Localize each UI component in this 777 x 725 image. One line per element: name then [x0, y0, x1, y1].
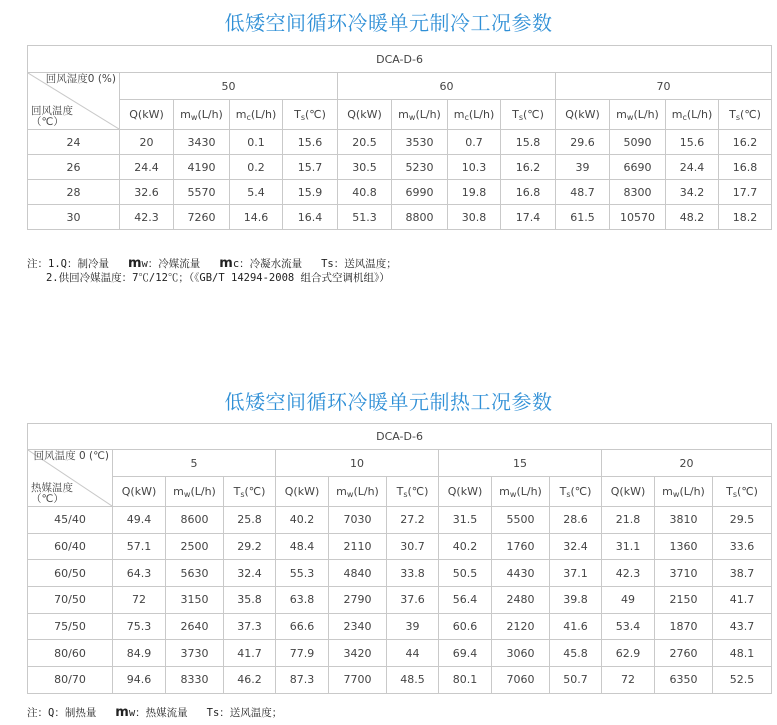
heating-data-cell: 33.8	[387, 560, 439, 587]
cooling-column-unit: (kW)	[355, 107, 382, 121]
heating-row-label: 45/40	[28, 507, 113, 534]
cooling-data-cell: 0.7	[448, 130, 501, 155]
heating-data-cell: 35.8	[224, 587, 276, 614]
heating-data-cell: 21.8	[602, 507, 655, 534]
heating-data-cell: 8600	[166, 507, 224, 534]
cooling-data-cell: 0.2	[230, 155, 283, 180]
heating-column-unit: (L/h)	[353, 484, 379, 498]
cooling-data-cell: 30.5	[338, 155, 392, 180]
table-row	[28, 205, 772, 230]
heating-column-symbol: Q	[447, 484, 457, 498]
heating-data-cell: 43.7	[713, 613, 772, 640]
cooling-column-unit: (℃)	[740, 107, 761, 121]
cooling-column-symbol: T	[294, 107, 301, 121]
heating-column-symbol: m	[499, 484, 510, 498]
cooling-column-header	[392, 100, 448, 130]
heating-data-cell: 7700	[329, 667, 387, 694]
cooling-data-cell: 16.4	[283, 205, 338, 230]
heating-column-unit: (L/h)	[190, 484, 216, 498]
heating-column-subscript: s	[240, 489, 245, 499]
cooling-data-cell: 29.6	[556, 130, 610, 155]
heating-data-cell: 2640	[166, 613, 224, 640]
cooling-data-cell: 40.8	[338, 180, 392, 205]
heating-data-cell: 50.7	[550, 667, 602, 694]
table-row	[28, 533, 772, 560]
cooling-row-label: 26	[28, 155, 120, 180]
cooling-data-cell: 34.2	[666, 180, 719, 205]
heating-data-cell: 41.7	[713, 587, 772, 614]
cooling-data-cell: 6990	[392, 180, 448, 205]
table-row	[28, 180, 772, 205]
heating-group-header: 5	[113, 450, 276, 477]
cooling-data-cell: 10570	[610, 205, 666, 230]
cooling-corner-cell	[28, 73, 120, 130]
heating-data-cell: 2480	[492, 587, 550, 614]
heating-data-cell: 31.1	[602, 533, 655, 560]
cooling-data-cell: 15.9	[283, 180, 338, 205]
cooling-data-cell: 15.6	[666, 130, 719, 155]
heating-data-cell: 37.3	[224, 613, 276, 640]
cooling-column-symbol: m	[453, 107, 465, 121]
heating-data-cell: 31.5	[439, 507, 492, 534]
cooling-note-mc: c：冷凝水流量 Ts：送风温度；	[232, 258, 397, 270]
heating-data-cell: 46.2	[224, 667, 276, 694]
cooling-column-subscript: c	[682, 112, 687, 122]
cooling-column-header	[556, 100, 610, 130]
heating-data-cell: 2790	[329, 587, 387, 614]
heating-data-cell: 62.9	[602, 640, 655, 667]
cooling-column-header	[174, 100, 230, 130]
cooling-data-cell: 16.2	[501, 155, 556, 180]
cooling-data-cell: 4190	[174, 155, 230, 180]
cooling-data-cell: 15.8	[501, 130, 556, 155]
cooling-column-symbol: m	[671, 107, 683, 121]
cooling-column-header	[666, 100, 719, 130]
cooling-data-cell: 16.8	[501, 180, 556, 205]
cooling-column-unit: (L/h)	[415, 107, 441, 121]
heating-data-cell: 8330	[166, 667, 224, 694]
cooling-column-unit: (L/h)	[250, 107, 277, 121]
cooling-data-cell: 5570	[174, 180, 230, 205]
cooling-column-symbol: m	[616, 107, 627, 121]
cooling-data-cell: 48.2	[666, 205, 719, 230]
cooling-column-symbol: T	[512, 107, 519, 121]
heating-data-cell: 39	[387, 613, 439, 640]
heating-data-cell: 2120	[492, 613, 550, 640]
heating-column-symbol: T	[726, 484, 733, 498]
table-row	[28, 587, 772, 614]
heating-note-prefix: 注：Q：制热量	[27, 707, 116, 719]
heating-data-cell: 30.7	[387, 533, 439, 560]
cooling-data-cell: 15.6	[283, 130, 338, 155]
heating-data-cell: 40.2	[276, 507, 329, 534]
heating-data-cell: 37.1	[550, 560, 602, 587]
heating-data-cell: 48.4	[276, 533, 329, 560]
cooling-data-cell: 18.2	[719, 205, 772, 230]
heating-data-cell: 3710	[655, 560, 713, 587]
cooling-column-header	[120, 100, 174, 130]
heating-data-cell: 5630	[166, 560, 224, 587]
cooling-note-mc-symbol: m	[219, 256, 233, 271]
heating-data-cell: 69.4	[439, 640, 492, 667]
cooling-group-header: 50	[120, 73, 338, 100]
heating-data-cell: 3060	[492, 640, 550, 667]
cooling-data-cell: 14.6	[230, 205, 283, 230]
cooling-column-subscript: c	[464, 112, 469, 122]
heating-data-cell: 87.3	[276, 667, 329, 694]
cooling-data-cell: 8800	[392, 205, 448, 230]
cooling-data-cell: 24.4	[666, 155, 719, 180]
heating-group-header: 20	[602, 450, 772, 477]
heating-title: 低矮空间循环冷暖单元制热工况参数	[224, 390, 553, 414]
cooling-data-cell: 48.7	[556, 180, 610, 205]
cooling-row-label: 28	[28, 180, 120, 205]
heating-data-cell: 2150	[655, 587, 713, 614]
heating-data-cell: 77.9	[276, 640, 329, 667]
heating-data-cell: 4430	[492, 560, 550, 587]
cooling-column-symbol: Q	[129, 107, 138, 121]
cooling-data-cell: 16.8	[719, 155, 772, 180]
cooling-group-header: 70	[556, 73, 772, 100]
cooling-data-cell: 24.4	[120, 155, 174, 180]
cooling-column-subscript: s	[518, 112, 523, 122]
cooling-column-unit: (kW)	[137, 107, 164, 121]
cooling-data-cell: 39	[556, 155, 610, 180]
heating-column-header	[602, 477, 655, 507]
cooling-column-header	[283, 100, 338, 130]
heating-data-cell: 39.8	[550, 587, 602, 614]
cooling-data-cell: 51.3	[338, 205, 392, 230]
cooling-title: 低矮空间循环冷暖单元制冷工况参数	[224, 11, 553, 35]
cooling-data-cell: 17.4	[501, 205, 556, 230]
cooling-column-subscript: w	[190, 112, 198, 122]
heating-subheader-row	[28, 477, 772, 507]
cooling-column-unit: (L/h)	[197, 107, 223, 121]
cooling-column-header	[610, 100, 666, 130]
heating-data-cell: 3150	[166, 587, 224, 614]
heating-data-cell: 56.4	[439, 587, 492, 614]
heating-column-subscript: w	[509, 489, 517, 499]
cooling-data-cell: 5.4	[230, 180, 283, 205]
heating-data-cell: 49	[602, 587, 655, 614]
cooling-column-symbol: Q	[565, 107, 574, 121]
heating-column-unit: (kW)	[130, 484, 157, 498]
table-row	[28, 507, 772, 534]
heating-row-label: 75/50	[28, 613, 113, 640]
cooling-row-label: 30	[28, 205, 120, 230]
heating-data-cell: 64.3	[113, 560, 166, 587]
heating-data-cell: 60.6	[439, 613, 492, 640]
heating-column-header	[224, 477, 276, 507]
heating-data-cell: 37.6	[387, 587, 439, 614]
heating-data-cell: 48.1	[713, 640, 772, 667]
heating-data-cell: 2760	[655, 640, 713, 667]
heating-data-cell: 55.3	[276, 560, 329, 587]
heating-data-cell: 41.7	[224, 640, 276, 667]
cooling-column-unit: (L/h)	[468, 107, 495, 121]
cooling-column-subscript: c	[246, 112, 251, 122]
cooling-column-symbol: m	[398, 107, 409, 121]
heating-row-label: 60/50	[28, 560, 113, 587]
cooling-notes	[27, 257, 397, 285]
heating-data-cell: 1870	[655, 613, 713, 640]
heating-data-cell: 57.1	[113, 533, 166, 560]
cooling-corner-top-label: 回风湿度0 (%)	[45, 73, 116, 85]
heating-column-header	[713, 477, 772, 507]
cooling-column-subscript: s	[300, 112, 305, 122]
heating-column-symbol: Q	[284, 484, 294, 498]
heating-column-subscript: s	[403, 489, 408, 499]
heating-data-cell: 38.7	[713, 560, 772, 587]
heating-params-table	[27, 423, 772, 694]
cooling-note-mw: w：冷媒流量	[141, 258, 220, 270]
heating-data-cell: 5500	[492, 507, 550, 534]
cooling-group-row	[28, 73, 772, 100]
heating-data-cell: 6350	[655, 667, 713, 694]
heating-column-header	[387, 477, 439, 507]
heating-column-unit: (℃)	[570, 484, 592, 498]
heating-row-label: 60/40	[28, 533, 113, 560]
heating-data-cell: 50.5	[439, 560, 492, 587]
cooling-data-cell: 6690	[610, 155, 666, 180]
cooling-column-subscript: s	[735, 112, 741, 122]
cooling-column-header	[448, 100, 501, 130]
heating-data-cell: 27.2	[387, 507, 439, 534]
cooling-data-cell: 17.7	[719, 180, 772, 205]
heating-data-cell: 42.3	[602, 560, 655, 587]
heating-column-unit: (℃)	[244, 484, 266, 498]
table-row	[28, 155, 772, 180]
cooling-column-symbol: T	[729, 107, 736, 121]
heating-data-cell: 3420	[329, 640, 387, 667]
heating-data-cell: 1760	[492, 533, 550, 560]
heating-column-header	[276, 477, 329, 507]
cooling-data-cell: 19.8	[448, 180, 501, 205]
cooling-column-unit: (kW)	[573, 107, 600, 121]
heating-column-unit: (kW)	[293, 484, 320, 498]
heating-data-cell: 45.8	[550, 640, 602, 667]
cooling-data-cell: 7260	[174, 205, 230, 230]
heating-column-header	[166, 477, 224, 507]
heating-data-cell: 52.5	[713, 667, 772, 694]
heating-column-symbol: Q	[121, 484, 131, 498]
cooling-note-line2: 2.供回冷媒温度：7℃/12℃；（《GB/T 14294-2008 组合式空调机组》）	[27, 272, 390, 284]
cooling-data-cell: 3530	[392, 130, 448, 155]
heating-row-label: 80/60	[28, 640, 113, 667]
heating-corner-bottom-label: 热媒温度（℃）	[31, 482, 73, 505]
table-row	[28, 667, 772, 694]
heating-column-subscript: w	[672, 489, 680, 499]
heating-data-cell: 33.6	[713, 533, 772, 560]
heating-column-symbol: T	[233, 484, 241, 498]
heating-data-cell: 94.6	[113, 667, 166, 694]
cooling-data-cell: 10.3	[448, 155, 501, 180]
cooling-corner-bottom-label: 回风温度（℃）	[31, 105, 73, 128]
cooling-column-header	[501, 100, 556, 130]
heating-column-unit: (L/h)	[516, 484, 542, 498]
cooling-data-cell: 30.8	[448, 205, 501, 230]
heating-data-cell: 29.2	[224, 533, 276, 560]
cooling-column-unit: (L/h)	[686, 107, 713, 121]
heating-data-cell: 7060	[492, 667, 550, 694]
cooling-note-prefix: 注：1.Q：制冷量	[27, 258, 128, 270]
heating-data-cell: 1360	[655, 533, 713, 560]
cooling-column-header	[230, 100, 283, 130]
heating-row-label: 80/70	[28, 667, 113, 694]
cooling-column-subscript: w	[408, 112, 416, 122]
heating-data-cell: 66.6	[276, 613, 329, 640]
table-row	[28, 560, 772, 587]
heating-column-subscript: s	[566, 489, 571, 499]
heating-column-header	[439, 477, 492, 507]
heating-data-cell: 63.8	[276, 587, 329, 614]
heating-group-header: 10	[276, 450, 439, 477]
cooling-data-cell: 8300	[610, 180, 666, 205]
cooling-column-header	[719, 100, 772, 130]
cooling-row-label: 24	[28, 130, 120, 155]
heating-data-cell: 3730	[166, 640, 224, 667]
heating-data-cell: 49.4	[113, 507, 166, 534]
heating-data-cell: 2500	[166, 533, 224, 560]
heating-data-cell: 53.4	[602, 613, 655, 640]
heating-column-symbol: T	[396, 484, 404, 498]
cooling-data-cell: 32.6	[120, 180, 174, 205]
table-row	[28, 640, 772, 667]
heating-data-cell: 7030	[329, 507, 387, 534]
cooling-column-unit: (L/h)	[633, 107, 659, 121]
heating-data-cell: 4840	[329, 560, 387, 587]
cooling-group-header: 60	[338, 73, 556, 100]
heating-column-unit: (kW)	[456, 484, 483, 498]
cooling-column-header	[338, 100, 392, 130]
heating-column-symbol: T	[559, 484, 567, 498]
heating-column-symbol: Q	[610, 484, 620, 498]
heating-column-header	[492, 477, 550, 507]
heating-column-subscript: s	[732, 489, 738, 499]
cooling-column-symbol: m	[235, 107, 247, 121]
heating-data-cell: 72	[113, 587, 166, 614]
heating-group-row	[28, 450, 772, 477]
heating-data-cell: 84.9	[113, 640, 166, 667]
cooling-column-symbol: m	[180, 107, 191, 121]
cooling-subheader-row	[28, 100, 772, 130]
cooling-data-cell: 61.5	[556, 205, 610, 230]
cooling-model-row	[28, 46, 772, 73]
heating-data-cell: 72	[602, 667, 655, 694]
heating-column-header	[329, 477, 387, 507]
table-row	[28, 613, 772, 640]
cooling-data-cell: 5090	[610, 130, 666, 155]
heating-note-mw: w：热媒流量 Ts：送风温度；	[128, 707, 283, 719]
cooling-note-mw-symbol: m	[127, 256, 142, 271]
heating-column-symbol: m	[662, 484, 673, 498]
heating-column-header	[655, 477, 713, 507]
cooling-column-unit: (℃)	[304, 107, 326, 121]
heating-column-symbol: m	[173, 484, 184, 498]
cooling-data-cell: 5230	[392, 155, 448, 180]
heating-group-header: 15	[439, 450, 602, 477]
heating-data-cell: 80.1	[439, 667, 492, 694]
cooling-data-cell: 20	[120, 130, 174, 155]
heating-column-unit: (℃)	[737, 484, 758, 498]
cooling-data-cell: 16.2	[719, 130, 772, 155]
cooling-model-name: DCA-D-6	[28, 46, 772, 73]
heating-corner-top-label: 回风温度 0 (℃)	[33, 450, 109, 462]
heating-data-cell: 32.4	[550, 533, 602, 560]
heating-data-cell: 29.5	[713, 507, 772, 534]
heating-data-cell: 28.6	[550, 507, 602, 534]
heating-column-unit: (℃)	[407, 484, 429, 498]
heating-data-cell: 2340	[329, 613, 387, 640]
cooling-column-symbol: Q	[347, 107, 356, 121]
heating-data-cell: 2110	[329, 533, 387, 560]
cooling-data-cell: 15.7	[283, 155, 338, 180]
heating-data-cell: 40.2	[439, 533, 492, 560]
heating-column-unit: (kW)	[619, 484, 646, 498]
table-row	[28, 130, 772, 155]
heating-note-mw-symbol: m	[115, 705, 129, 720]
heating-data-cell: 75.3	[113, 613, 166, 640]
heating-row-label: 70/50	[28, 587, 113, 614]
heating-column-header	[113, 477, 166, 507]
heating-data-cell: 41.6	[550, 613, 602, 640]
cooling-column-unit: (℃)	[522, 107, 544, 121]
heating-column-unit: (L/h)	[679, 484, 705, 498]
heating-data-cell: 32.4	[224, 560, 276, 587]
heating-data-cell: 48.5	[387, 667, 439, 694]
heating-column-header	[550, 477, 602, 507]
cooling-data-cell: 0.1	[230, 130, 283, 155]
heating-data-cell: 25.8	[224, 507, 276, 534]
heating-corner-cell	[28, 450, 113, 507]
cooling-data-cell: 20.5	[338, 130, 392, 155]
cooling-params-table	[27, 45, 772, 230]
heating-notes	[27, 706, 282, 720]
heating-data-cell: 44	[387, 640, 439, 667]
heating-model-name: DCA-D-6	[28, 424, 772, 450]
cooling-data-cell: 42.3	[120, 205, 174, 230]
heating-model-row	[28, 424, 772, 450]
heating-column-subscript: w	[346, 489, 354, 499]
cooling-data-cell: 3430	[174, 130, 230, 155]
heating-column-subscript: w	[183, 489, 191, 499]
cooling-column-subscript: w	[626, 112, 634, 122]
heating-data-cell: 3810	[655, 507, 713, 534]
heating-column-symbol: m	[336, 484, 347, 498]
